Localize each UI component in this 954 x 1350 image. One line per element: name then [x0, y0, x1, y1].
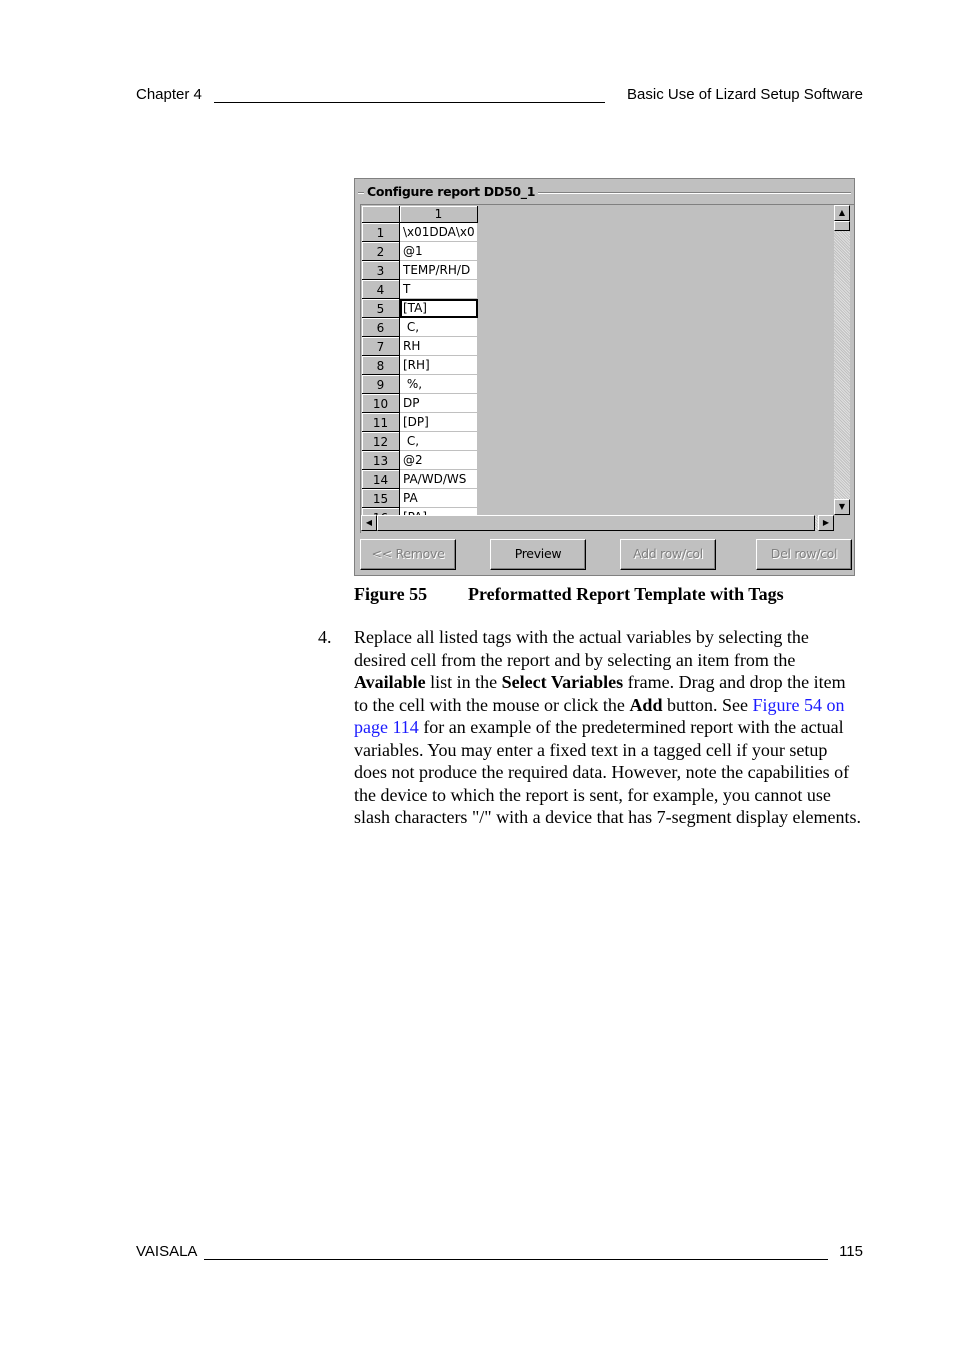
page-footer — [136, 1243, 863, 1263]
remove-button[interactable]: << Remove — [360, 539, 456, 570]
del-row-col-button[interactable]: Del row/col — [756, 539, 852, 570]
grid-cell[interactable]: PA/WD/WS — [400, 470, 478, 489]
vertical-scroll-thumb[interactable] — [834, 221, 850, 231]
text-run: frame. Drag and drop the item to the cell with the mouse or click the — [354, 672, 846, 715]
scroll-left-icon[interactable]: ◀ — [361, 515, 377, 531]
grid-corner[interactable] — [362, 206, 400, 223]
grid-cell[interactable]: C, — [400, 432, 478, 451]
bold-available: Available — [354, 672, 426, 692]
row-header[interactable]: 12 — [362, 432, 400, 451]
figure-54-link[interactable]: Figure 54 on page 114 — [354, 694, 845, 737]
row-header[interactable]: 11 — [362, 413, 400, 432]
table-row — [362, 375, 478, 394]
scroll-down-icon[interactable]: ▼ — [834, 499, 850, 515]
figure-title: Preformatted Report Template with Tags — [468, 584, 784, 604]
grid-cell[interactable]: @2 — [400, 451, 478, 470]
page-header — [136, 86, 863, 106]
step-text — [354, 626, 864, 829]
grid-cell[interactable]: [TA] — [400, 299, 478, 318]
bold-select-variables: Select Variables — [501, 672, 624, 692]
row-header[interactable]: 14 — [362, 470, 400, 489]
header-rule — [214, 102, 605, 103]
footer-rule — [204, 1259, 828, 1260]
row-header[interactable]: 9 — [362, 375, 400, 394]
grid-cell[interactable]: \x01DDA\x0 — [400, 223, 478, 242]
bold-add: Add — [629, 694, 663, 715]
row-header[interactable]: 3 — [362, 261, 400, 280]
row-header[interactable]: 1 — [362, 223, 400, 242]
report-grid — [360, 204, 854, 533]
vertical-scrollbar[interactable] — [834, 205, 850, 515]
page-number: 115 — [839, 1243, 863, 1260]
row-header[interactable]: 2 — [362, 242, 400, 261]
chapter-label: Chapter 4 — [136, 86, 202, 103]
row-header[interactable]: 4 — [362, 280, 400, 299]
table-row — [362, 394, 478, 413]
grid-cell[interactable]: @1 — [400, 242, 478, 261]
text-run: Replace all listed tags with the actual variables by selecting the desired cell from the report and by selecting an item from the — [354, 627, 809, 670]
footer-company: VAISALA — [136, 1243, 198, 1260]
row-header[interactable]: 5 — [362, 299, 400, 318]
grid-cell[interactable]: T — [400, 280, 478, 299]
table-row — [362, 337, 478, 356]
add-row-col-button[interactable]: Add row/col — [620, 539, 716, 570]
grid-cell[interactable]: [DP] — [400, 413, 478, 432]
table-row — [362, 413, 478, 432]
grid-cell[interactable]: DP — [400, 394, 478, 413]
grid-cell[interactable]: %, — [400, 375, 478, 394]
table-row — [362, 356, 478, 375]
column-header-1[interactable]: 1 — [400, 206, 478, 223]
row-header[interactable]: 7 — [362, 337, 400, 356]
horizontal-scrollbar[interactable] — [361, 515, 834, 531]
grid-cell[interactable]: TEMP/RH/D — [400, 261, 478, 280]
chapter-title: Basic Use of Lizard Setup Software — [627, 86, 863, 103]
table-row — [362, 318, 478, 337]
grid-cell[interactable]: PA — [400, 489, 478, 508]
text-run: button. See — [662, 694, 753, 715]
table-row — [362, 242, 478, 261]
row-header[interactable]: 15 — [362, 489, 400, 508]
configure-report-dialog — [354, 178, 855, 576]
row-header[interactable]: 13 — [362, 451, 400, 470]
table-row — [362, 432, 478, 451]
horizontal-scroll-thumb[interactable] — [377, 515, 815, 531]
grid-cell[interactable]: C, — [400, 318, 478, 337]
grid-cell[interactable]: RH — [400, 337, 478, 356]
preview-button[interactable]: Preview — [490, 539, 586, 570]
table-row — [362, 261, 478, 280]
scroll-right-icon[interactable]: ▶ — [818, 515, 834, 531]
step-number: 4. — [318, 627, 332, 647]
table-row — [362, 280, 478, 299]
figure-label: Figure 55 — [354, 584, 428, 604]
table-row — [362, 470, 478, 489]
figure-caption — [354, 584, 784, 605]
text-run: for an example of the predetermined report with the actual variables. You may enter a fixed text in a tagged cell if your setup does not produce the required data. However, note the capabilities of the device to which the report is sent, for example, you cannot use slash characters "/" with a device that has 7-segment display elements. — [354, 717, 862, 827]
row-header[interactable]: 10 — [362, 394, 400, 413]
table-row — [362, 451, 478, 470]
scroll-up-icon[interactable]: ▲ — [834, 205, 850, 221]
table-row — [362, 223, 478, 242]
grid-viewport — [361, 205, 834, 515]
text-run: list in the — [425, 672, 502, 692]
group-title: Configure report DD50_1 — [364, 184, 538, 199]
table-row — [362, 489, 478, 508]
grid-cell[interactable]: [RH] — [400, 356, 478, 375]
row-header[interactable]: 6 — [362, 318, 400, 337]
table-row — [362, 299, 478, 318]
row-header[interactable]: 8 — [362, 356, 400, 375]
